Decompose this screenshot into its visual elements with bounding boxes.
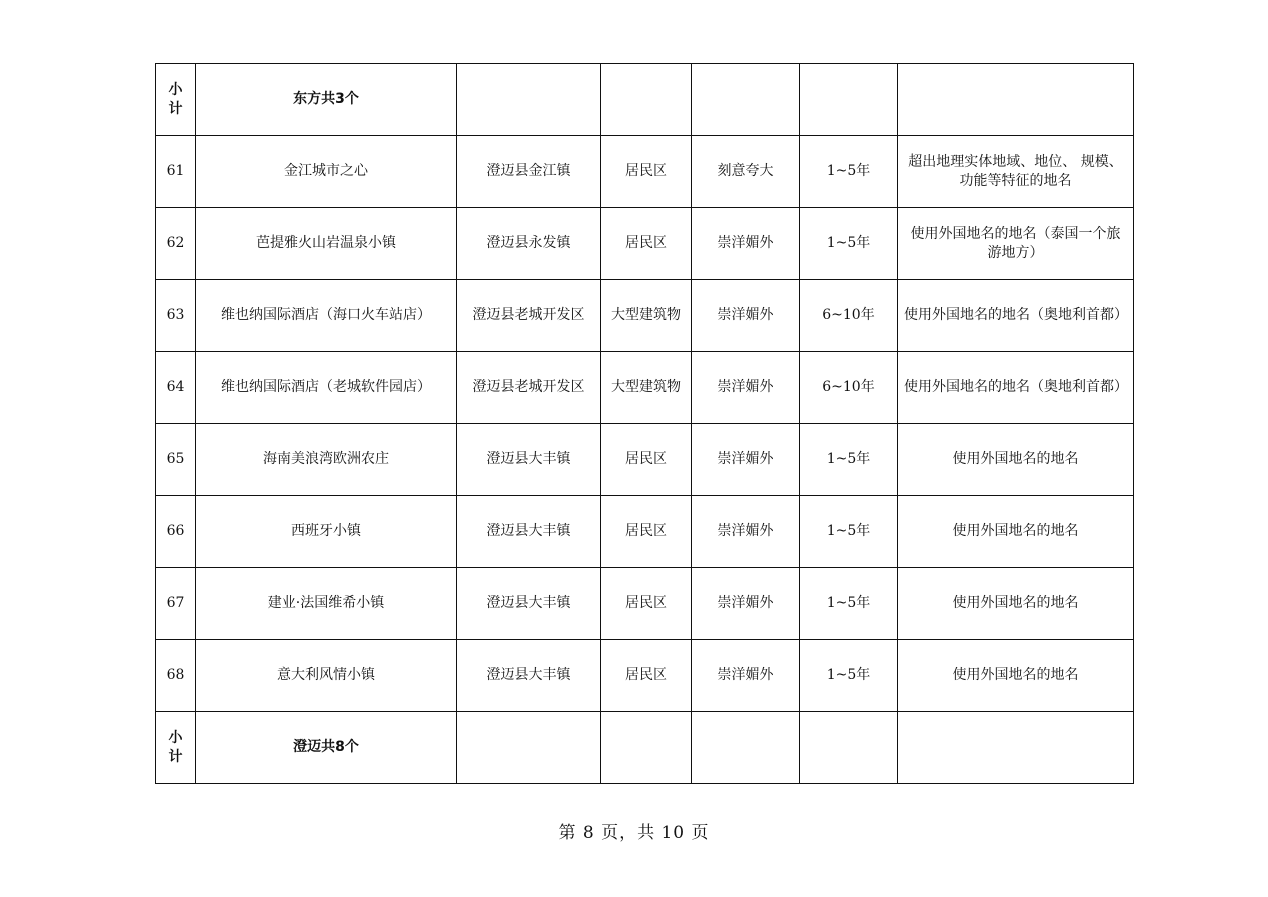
category: 居民区: [601, 424, 692, 496]
table-row: [156, 424, 1134, 496]
category: 大型建筑物: [601, 280, 692, 352]
table-cell: [457, 64, 601, 136]
location: 澄迈县永发镇: [457, 208, 601, 280]
row-number: 66: [156, 496, 196, 568]
row-number: 65: [156, 424, 196, 496]
location: 澄迈县金江镇: [457, 136, 601, 208]
issue-type: 崇洋媚外: [692, 640, 800, 712]
issue-type: 刻意夸大: [692, 136, 800, 208]
place-name: 西班牙小镇: [196, 496, 457, 568]
duration: 1~5年: [800, 208, 898, 280]
table-cell: [800, 64, 898, 136]
row-number: 67: [156, 568, 196, 640]
location: 澄迈县大丰镇: [457, 496, 601, 568]
table-row: [156, 136, 1134, 208]
table-cell: [692, 64, 800, 136]
place-name: 维也纳国际酒店（海口火车站店）: [196, 280, 457, 352]
category: 居民区: [601, 640, 692, 712]
description: 使用外国地名的地名: [898, 640, 1134, 712]
page-footer: 第 8 页，共 10 页: [558, 823, 710, 843]
subtotal-label: 小计: [156, 712, 196, 784]
subtotal-count: 澄迈共8个: [196, 712, 457, 784]
table-row: [156, 712, 1134, 784]
table-row: [156, 208, 1134, 280]
table-cell: [601, 712, 692, 784]
location: 澄迈县老城开发区: [457, 352, 601, 424]
issue-type: 崇洋媚外: [692, 424, 800, 496]
description: 使用外国地名的地名: [898, 568, 1134, 640]
subtotal-count: 东方共3个: [196, 64, 457, 136]
table-row: [156, 640, 1134, 712]
duration: 1~5年: [800, 496, 898, 568]
table-row: [156, 280, 1134, 352]
table-cell: [898, 712, 1134, 784]
place-name: 建业·法国维希小镇: [196, 568, 457, 640]
place-name: 芭提雅火山岩温泉小镇: [196, 208, 457, 280]
place-name: 维也纳国际酒店（老城软件园店）: [196, 352, 457, 424]
description: 使用外国地名的地名（奥地利首都）: [898, 352, 1134, 424]
table-cell: [800, 712, 898, 784]
place-name: 意大利风情小镇: [196, 640, 457, 712]
duration: 1~5年: [800, 568, 898, 640]
category: 居民区: [601, 496, 692, 568]
description: 使用外国地名的地名: [898, 424, 1134, 496]
table-cell: [601, 64, 692, 136]
issue-type: 崇洋媚外: [692, 280, 800, 352]
row-number: 61: [156, 136, 196, 208]
duration: 1~5年: [800, 136, 898, 208]
issue-type: 崇洋媚外: [692, 496, 800, 568]
location: 澄迈县大丰镇: [457, 424, 601, 496]
table-row: [156, 496, 1134, 568]
names-table: [155, 63, 1134, 784]
table-body: [156, 64, 1134, 784]
description: 超出地理实体地域、地位、 规模、功能等特征的地名: [898, 136, 1134, 208]
description: 使用外国地名的地名（泰国一个旅游地方）: [898, 208, 1134, 280]
table-cell: [898, 64, 1134, 136]
table-row: [156, 352, 1134, 424]
category: 居民区: [601, 568, 692, 640]
location: 澄迈县老城开发区: [457, 280, 601, 352]
duration: 6~10年: [800, 352, 898, 424]
description: 使用外国地名的地名（奥地利首都）: [898, 280, 1134, 352]
issue-type: 崇洋媚外: [692, 208, 800, 280]
place-name: 金江城市之心: [196, 136, 457, 208]
place-name: 海南美浪湾欧洲农庄: [196, 424, 457, 496]
row-number: 63: [156, 280, 196, 352]
table-cell: [692, 712, 800, 784]
row-number: 68: [156, 640, 196, 712]
row-number: 62: [156, 208, 196, 280]
row-number: 64: [156, 352, 196, 424]
issue-type: 崇洋媚外: [692, 568, 800, 640]
table-row: [156, 64, 1134, 136]
table-row: [156, 568, 1134, 640]
issue-type: 崇洋媚外: [692, 352, 800, 424]
duration: 6~10年: [800, 280, 898, 352]
table-cell: [457, 712, 601, 784]
description: 使用外国地名的地名: [898, 496, 1134, 568]
category: 大型建筑物: [601, 352, 692, 424]
subtotal-label: 小计: [156, 64, 196, 136]
location: 澄迈县大丰镇: [457, 640, 601, 712]
duration: 1~5年: [800, 640, 898, 712]
category: 居民区: [601, 136, 692, 208]
category: 居民区: [601, 208, 692, 280]
duration: 1~5年: [800, 424, 898, 496]
location: 澄迈县大丰镇: [457, 568, 601, 640]
